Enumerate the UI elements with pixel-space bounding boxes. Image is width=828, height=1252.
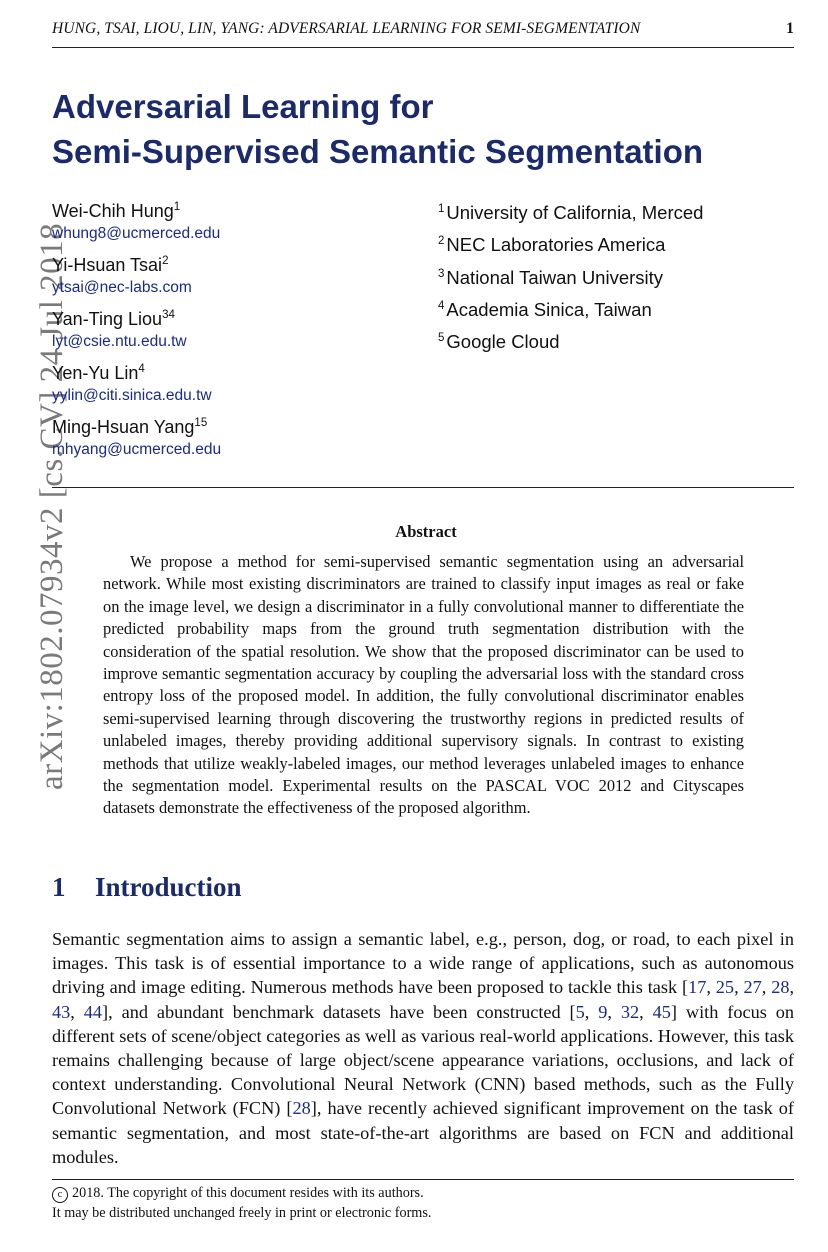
citation-link[interactable]: 28 bbox=[292, 1098, 311, 1119]
affiliation-name: National Taiwan University bbox=[446, 266, 664, 288]
author-affiliation-mark: 15 bbox=[194, 417, 208, 429]
author-name: Yan-Ting Liou bbox=[52, 309, 163, 329]
affiliation-name: Google Cloud bbox=[446, 331, 560, 353]
paper-title bbox=[52, 84, 792, 174]
author-email[interactable]: ytsai@nec-labs.com bbox=[52, 279, 192, 296]
affiliation-mark: 2 bbox=[438, 235, 445, 248]
author-email[interactable]: whung8@ucmerced.edu bbox=[52, 225, 221, 242]
affiliation-mark: 5 bbox=[438, 332, 445, 345]
citation-link[interactable]: 27 bbox=[743, 977, 762, 998]
affiliation bbox=[438, 229, 798, 261]
copyright-line: 2018. The copyright of this document resides with its authors. bbox=[72, 1185, 424, 1201]
author-list bbox=[52, 197, 412, 467]
abstract-rule bbox=[52, 487, 794, 488]
citation-link[interactable]: 43 bbox=[52, 1001, 71, 1022]
intro-text: ], and abundant benchmark datasets have been constructed [ bbox=[102, 1001, 576, 1022]
distribution-line: It may be distributed unchanged freely in print or electronic forms. bbox=[52, 1205, 432, 1221]
affiliation-mark: 4 bbox=[438, 299, 445, 312]
intro-paragraph: Semantic segmentation aims to assign a semantic label, e.g., person, dog, or road, to each pixel in images. This task is of essential importance to a wide range of applications, such as autonomous driving and image editing. Numerous methods have been proposed to tackle this task [17, 25, 27, 28, 43, 44], and abundant benchmark datasets have been constructed [5, 9, 32, 45] with focus on different sets of scene/object categories as well as various real-world applications. However, this task remains challenging because of large object/scene appearance variations, occlusions, and lack of context understanding. Convolutional Neural Network (CNN) based methods, such as the Fully Convolutional Network (FCN) [28], have recently achieved significant improvement on the task of semantic segmentation, and most state-of-the-art algorithms are based on FCN and additional modules. bbox=[52, 929, 795, 1167]
affiliation bbox=[438, 197, 798, 229]
citation-link[interactable]: 17 bbox=[688, 977, 707, 998]
intro-text: ] with focus on different sets of scene/object categories as well as various real-world applications. However, this task remains challenging because of large object/scene appearance variations, occlusions, and lack of context understanding. Convolutional Neural Network (CNN) based methods, such as the Fully Convolutional Network (FCN) [ bbox=[52, 1001, 795, 1119]
header-rule bbox=[52, 47, 794, 48]
citation-link[interactable]: 45 bbox=[652, 1001, 671, 1022]
affiliation-list bbox=[438, 197, 798, 358]
running-title: HUNG, TSAI, LIOU, LIN, YANG: ADVERSARIAL LEARNING FOR SEMI-SEGMENTATION bbox=[52, 20, 641, 37]
section-title: Introduction bbox=[95, 872, 242, 902]
running-header bbox=[52, 20, 794, 44]
author-email[interactable]: lyt@csie.ntu.edu.tw bbox=[52, 333, 187, 350]
author bbox=[52, 413, 412, 467]
citation-link[interactable]: 5 bbox=[575, 1001, 585, 1022]
affiliation-mark: 3 bbox=[438, 267, 445, 280]
affiliation-name: NEC Laboratories America bbox=[446, 234, 666, 256]
author bbox=[52, 197, 412, 251]
author-affiliation-mark: 1 bbox=[173, 201, 181, 213]
author-affiliation-mark: 34 bbox=[162, 309, 175, 321]
citation-link[interactable]: 25 bbox=[715, 977, 735, 998]
intro-text: Semantic segmentation aims to assign a semantic label, e.g., person, dog, or road, to each pixel in images. This task is of essential importance to a wide range of applications, such as autonomous driving and image editing. Numerous methods have been proposed to tackle this task [ bbox=[52, 929, 794, 998]
section-heading bbox=[52, 872, 242, 903]
author-name: Wei-Chih Hung bbox=[52, 201, 174, 221]
paper-title-line-1: Adversarial Learning for bbox=[52, 88, 434, 125]
affiliation-mark: 1 bbox=[438, 203, 445, 215]
page-number: 1 bbox=[786, 20, 794, 37]
copyright-icon: c bbox=[52, 1187, 68, 1203]
author-affiliation-mark: 4 bbox=[138, 363, 145, 375]
intro-text: ], have recently achieved significant improvement on the task of semantic segmentation, and most state-of-the-art algorithms are based on FCN and additional modules. bbox=[52, 1098, 794, 1167]
author-affiliation-mark: 2 bbox=[162, 255, 169, 267]
paper-title-line-2: Semi-Supervised Semantic Segmentation bbox=[52, 133, 704, 170]
citation-link[interactable]: 32 bbox=[620, 1001, 640, 1022]
abstract-text: We propose a method for semi-supervised semantic segmentation using an adversarial network. While most existing discriminators are trained to classify input images as real or fake on the image level, we design a discriminator in a fully convolutional manner to differentiate the predicted probability maps from the ground truth segmentation distribution with the consideration of the spatial resolution. We show that the proposed discriminator can be used to improve semantic segmentation accuracy by coupling the adversarial loss with the standard cross entropy loss of the proposed model. In addition, the fully convolutional discriminator enables semi-supervised learning through discovering the trustworthy regions in predicted results of unlabeled images, thereby providing additional supervisory signals. In contrast to existing methods that utilize weakly-labeled images, our method leverages unlabeled images to enhance the segmentation model. Experimental results on the PASCAL VOC 2012 and Cityscapes datasets demonstrate the effectiveness of the proposed algorithm. bbox=[103, 552, 744, 818]
citation-link[interactable]: 28 bbox=[771, 977, 790, 998]
arxiv-stamp: arXiv:1802.07934v2 [cs.CV] 24 Jul 2018 bbox=[34, 222, 70, 790]
copyright-footer bbox=[52, 1183, 794, 1223]
affiliation-name: Academia Sinica, Taiwan bbox=[446, 298, 652, 320]
affiliation bbox=[438, 294, 798, 326]
affiliation bbox=[438, 326, 798, 358]
author bbox=[52, 359, 412, 413]
affiliation-name: University of California, Merced bbox=[446, 202, 704, 223]
citation-link[interactable]: 44 bbox=[83, 1001, 103, 1022]
author bbox=[52, 305, 412, 359]
section-number: 1 bbox=[52, 872, 66, 902]
author-email[interactable]: yylin@citi.sinica.edu.tw bbox=[52, 387, 212, 404]
author-name: Yi-Hsuan Tsai bbox=[52, 255, 163, 275]
footer-rule bbox=[52, 1179, 794, 1180]
author bbox=[52, 251, 412, 305]
author-name: Ming-Hsuan Yang bbox=[52, 417, 195, 437]
author-name: Yen-Yu Lin bbox=[52, 363, 139, 383]
abstract-heading: Abstract bbox=[395, 522, 457, 541]
citation-link[interactable]: 9 bbox=[598, 1001, 608, 1022]
affiliation bbox=[438, 262, 798, 294]
author-email[interactable]: mhyang@ucmerced.edu bbox=[52, 441, 222, 458]
